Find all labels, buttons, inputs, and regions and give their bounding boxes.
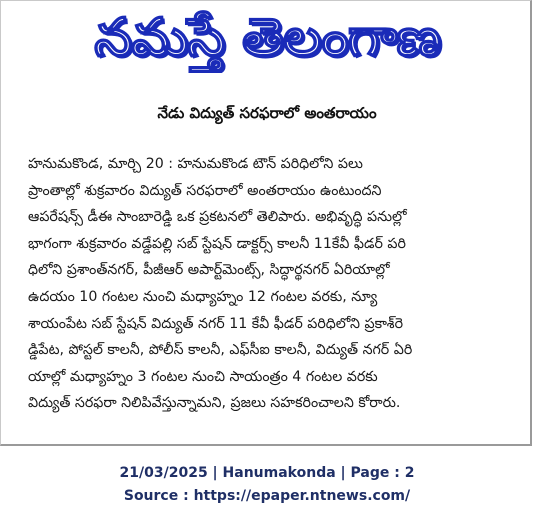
body-line: ధిలోని ప్రశాంత్‌నగర్, పీజీఆర్ అపార్ట్‌మెంట్స్, సిద్ధార్థనగర్ ఏరియాల్లో	[28, 262, 390, 279]
article-headline: నేడు విద్యుత్ సరఫరాలో అంతరాయం	[157, 104, 377, 122]
body-line: భాగంగా శుక్రవారం వడ్డేపల్లి సబ్ స్టేషన్ డాక్టర్స్ కాలనీ 11కేవీ ఫీడర్ పరి	[28, 235, 406, 252]
body-line: శాయంపేట సబ్ స్టేషన్ విద్యుత్ నగర్ 11 కేవీ ఫీడర్ పరిధిలోని ప్రకాశ్‌రె	[28, 315, 403, 332]
body-line: డ్డిపేట, పోస్టల్ కాలనీ, పోలీస్ కాలనీ, ఎఫ్‌సీఐ కాలనీ, విద్యుత్ నగర్ ఏరి	[28, 342, 413, 359]
article-body	[28, 151, 522, 417]
body-line: విద్యుత్ సరఫరా నిలిపివేస్తున్నామని, ప్రజలు సహకరించాలని కోరారు.	[28, 395, 401, 412]
body-line: ఉదయం 10 గంటల నుంచి మధ్యాహ్నం 12 గంటల వరకు, న్యూ	[28, 288, 378, 305]
body-line: ఆపరేషన్స్ డీఈ సాంబారెడ్డి ఒక ప్రకటనలో తెలిపారు. అభివృద్ధి పనుల్లో	[28, 209, 407, 226]
footer-date-edition-page: 21/03/2025 | Hanumakonda | Page : 2	[119, 465, 415, 481]
body-line: హనుమకొండ, మార్చి 20 : హనుమకొండ టౌన్ పరిధిలోని పలు	[28, 156, 363, 172]
newspaper-masthead	[1, 3, 533, 73]
body-line: ప్రాంతాల్లో శుక్రవారం విద్యుత్ సరఫరాలో అంతరాయం ఉంటుందని	[28, 182, 382, 199]
body-line: యాల్లో మధ్యాహ్నం 3 గంటల నుంచి సాయంత్రం 4 గంటల వరకు	[28, 368, 378, 385]
footer-source: Source : https://epaper.ntnews.com/	[123, 488, 411, 504]
masthead-logo-text: నమస్తే తెలంగాణ	[94, 8, 440, 68]
